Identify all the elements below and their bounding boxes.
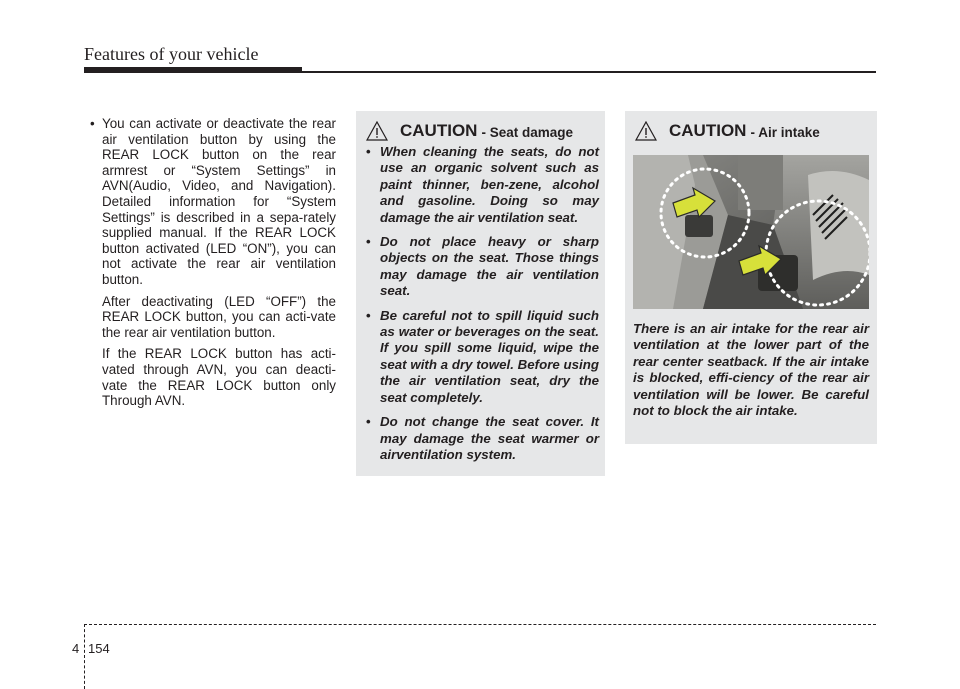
rear-seat-illustration [633, 155, 869, 309]
caution-intake-box [625, 111, 877, 444]
bullet-icon: • [366, 144, 371, 159]
caution-seat-box [356, 111, 605, 476]
bullet-icon: • [90, 116, 95, 131]
header-rule [84, 67, 876, 74]
list-item: • Be careful not to spill liquid such as water or beverages on the seat. If you spill some liquid, wipe the seat with a dry towel. Before using the air ventilation seat, dry the seat completely. [366, 307, 599, 405]
caution-word: CAUTION [400, 121, 478, 140]
footer-divider [84, 624, 85, 689]
list-item: • Do not place heavy or sharp objects on the seat. Those things may damage the air ventilation seat. [366, 234, 599, 299]
bullet-icon: • [366, 307, 371, 323]
section-title: Features of your vehicle [84, 44, 259, 64]
body-text-column [88, 116, 336, 415]
bullet-icon: • [366, 414, 371, 430]
page-number: 154 [88, 641, 110, 656]
caution-intake-text: There is an air intake for the rear air ventilation at the lower part of the rear center seatback. If the air intake is blocked, effi-ciency of the rear air ventilation will be lower. Be careful not to block the air intake. [633, 321, 869, 419]
body-paragraph-2: After deactivating (LED “OFF”) the REAR LOCK button, you can acti-vate the rear air ventilation button. [102, 293, 336, 340]
warning-triangle-icon [635, 121, 657, 141]
body-paragraph-1: • You can activate or deactivate the rear air ventilation button by using the REAR LOCK button on the rear armrest or “System Settings” in AVN(Audio, Video, and Navigation). Detailed information for “System Settings” is described in a sepa-rately supplied manual. If the REAR LOCK button activated (LED “ON”), you can not activate the rear air ventilation button. [90, 116, 336, 287]
list-item: • Do not change the seat cover. It may damage the seat warmer or airventilation system. [366, 414, 599, 462]
body-paragraph-3: If the REAR LOCK button has acti-vated through AVN, you can deacti-vate the REAR LOCK button only Through AVN. [102, 346, 336, 409]
caution-intake-heading [635, 119, 820, 143]
caution-subtitle: - Seat damage [481, 124, 573, 140]
caution-seat-heading [366, 119, 573, 143]
caution-word: CAUTION [669, 121, 747, 140]
caution-subtitle: - Air intake [750, 124, 820, 140]
caution-seat-list [366, 144, 599, 471]
chapter-number: 4 [72, 641, 80, 656]
bullet-icon: • [366, 234, 371, 250]
footer-rule [84, 624, 876, 625]
warning-triangle-icon [366, 121, 388, 141]
list-item: • When cleaning the seats, do not use an organic solvent such as paint thinner, ben-zene, alcohol and gasoline. Doing so may damage the air ventilation seat. [366, 144, 599, 225]
air-intake-photo [633, 155, 869, 309]
